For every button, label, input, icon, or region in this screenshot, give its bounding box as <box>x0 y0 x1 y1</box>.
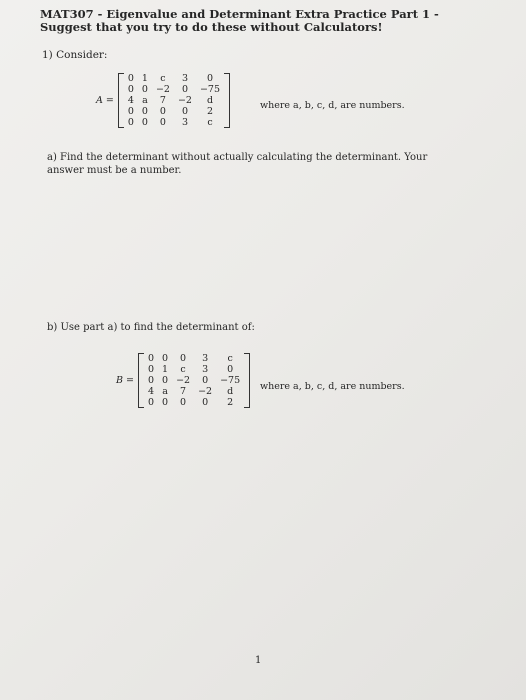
matrix-a <box>96 73 230 128</box>
matrix-entry: a <box>142 95 148 106</box>
matrix-entry: 0 <box>202 397 209 408</box>
matrix-entry: 0 <box>181 106 188 117</box>
matrix-entry: 0 <box>180 397 187 408</box>
matrix-entry: c <box>227 353 233 364</box>
matrix-row <box>144 397 244 408</box>
matrix-row <box>144 386 244 397</box>
matrix-entry: 0 <box>141 84 148 95</box>
matrix-b-grid <box>144 353 244 408</box>
matrix-entry: 0 <box>162 397 169 408</box>
question-1-label: 1) Consider: <box>42 49 108 61</box>
matrix-entry: 0 <box>159 117 166 128</box>
matrix-entry: d <box>206 95 214 106</box>
matrix-row <box>124 73 224 84</box>
matrix-entry: 0 <box>127 73 134 84</box>
matrix-entry: 0 <box>147 364 155 375</box>
matrix-row <box>144 375 244 386</box>
matrix-entry: 0 <box>162 353 169 364</box>
matrix-entry: 7 <box>180 386 187 397</box>
matrix-entry: 0 <box>202 375 209 386</box>
matrix-entry: 0 <box>206 73 214 84</box>
matrix-entry: 3 <box>181 117 188 128</box>
matrix-entry: 3 <box>181 73 188 84</box>
matrix-entry: 0 <box>147 375 155 386</box>
matrix-entry: 0 <box>141 117 148 128</box>
matrix-b-name: B = <box>116 375 134 386</box>
matrix-entry: 0 <box>147 353 155 364</box>
matrix-a-bracket <box>118 73 230 128</box>
part-b-text: b) Use part a) to find the determinant of: <box>47 322 255 333</box>
matrix-a-note: where a, b, c, d, are numbers. <box>260 100 405 111</box>
matrix-row <box>124 117 224 128</box>
matrix-a-grid <box>124 73 224 128</box>
matrix-entry: 1 <box>141 73 148 84</box>
matrix-entry: 0 <box>162 375 169 386</box>
matrix-b-bracket <box>138 353 250 408</box>
matrix-entry: 4 <box>147 386 155 397</box>
matrix-entry: 4 <box>127 95 134 106</box>
matrix-entry: 0 <box>127 106 134 117</box>
matrix-row <box>124 95 224 106</box>
matrix-entry: c <box>180 364 186 375</box>
matrix-entry: 0 <box>181 84 188 95</box>
matrix-entry: a <box>162 386 168 397</box>
matrix-row <box>144 364 244 375</box>
matrix-b <box>116 353 250 408</box>
matrix-entry: 0 <box>141 106 148 117</box>
page-number: 1 <box>255 655 262 666</box>
matrix-row <box>124 84 224 95</box>
matrix-entry: −75 <box>220 375 241 386</box>
matrix-entry: −2 <box>177 95 192 106</box>
matrix-entry: 3 <box>202 364 209 375</box>
matrix-entry: −2 <box>198 386 213 397</box>
matrix-entry: 0 <box>127 117 134 128</box>
matrix-entry: 7 <box>159 95 166 106</box>
page-title: MAT307 - Eigenvalue and Determinant Extra Practice Part 1 - Suggest that you try to do these without Calculators! <box>40 7 439 34</box>
matrix-entry: d <box>227 386 234 397</box>
matrix-entry: −2 <box>155 84 170 95</box>
matrix-entry: 0 <box>227 364 234 375</box>
matrix-entry: 2 <box>206 106 214 117</box>
matrix-entry: 3 <box>202 353 209 364</box>
matrix-row <box>124 106 224 117</box>
matrix-a-name: A = <box>96 95 114 106</box>
matrix-entry: 0 <box>180 353 187 364</box>
matrix-row <box>144 353 244 364</box>
matrix-entry: −2 <box>176 375 191 386</box>
matrix-entry: 0 <box>159 106 166 117</box>
part-a-text: a) Find the determinant without actually calculating the determinant. Your answer must be a number. <box>47 152 428 176</box>
matrix-entry: c <box>207 117 213 128</box>
matrix-entry: c <box>160 73 166 84</box>
matrix-entry: 0 <box>127 84 134 95</box>
matrix-entry: 1 <box>162 364 169 375</box>
matrix-entry: −75 <box>199 84 221 95</box>
matrix-entry: 2 <box>227 397 234 408</box>
matrix-entry: 0 <box>147 397 155 408</box>
matrix-b-note: where a, b, c, d, are numbers. <box>260 381 405 392</box>
